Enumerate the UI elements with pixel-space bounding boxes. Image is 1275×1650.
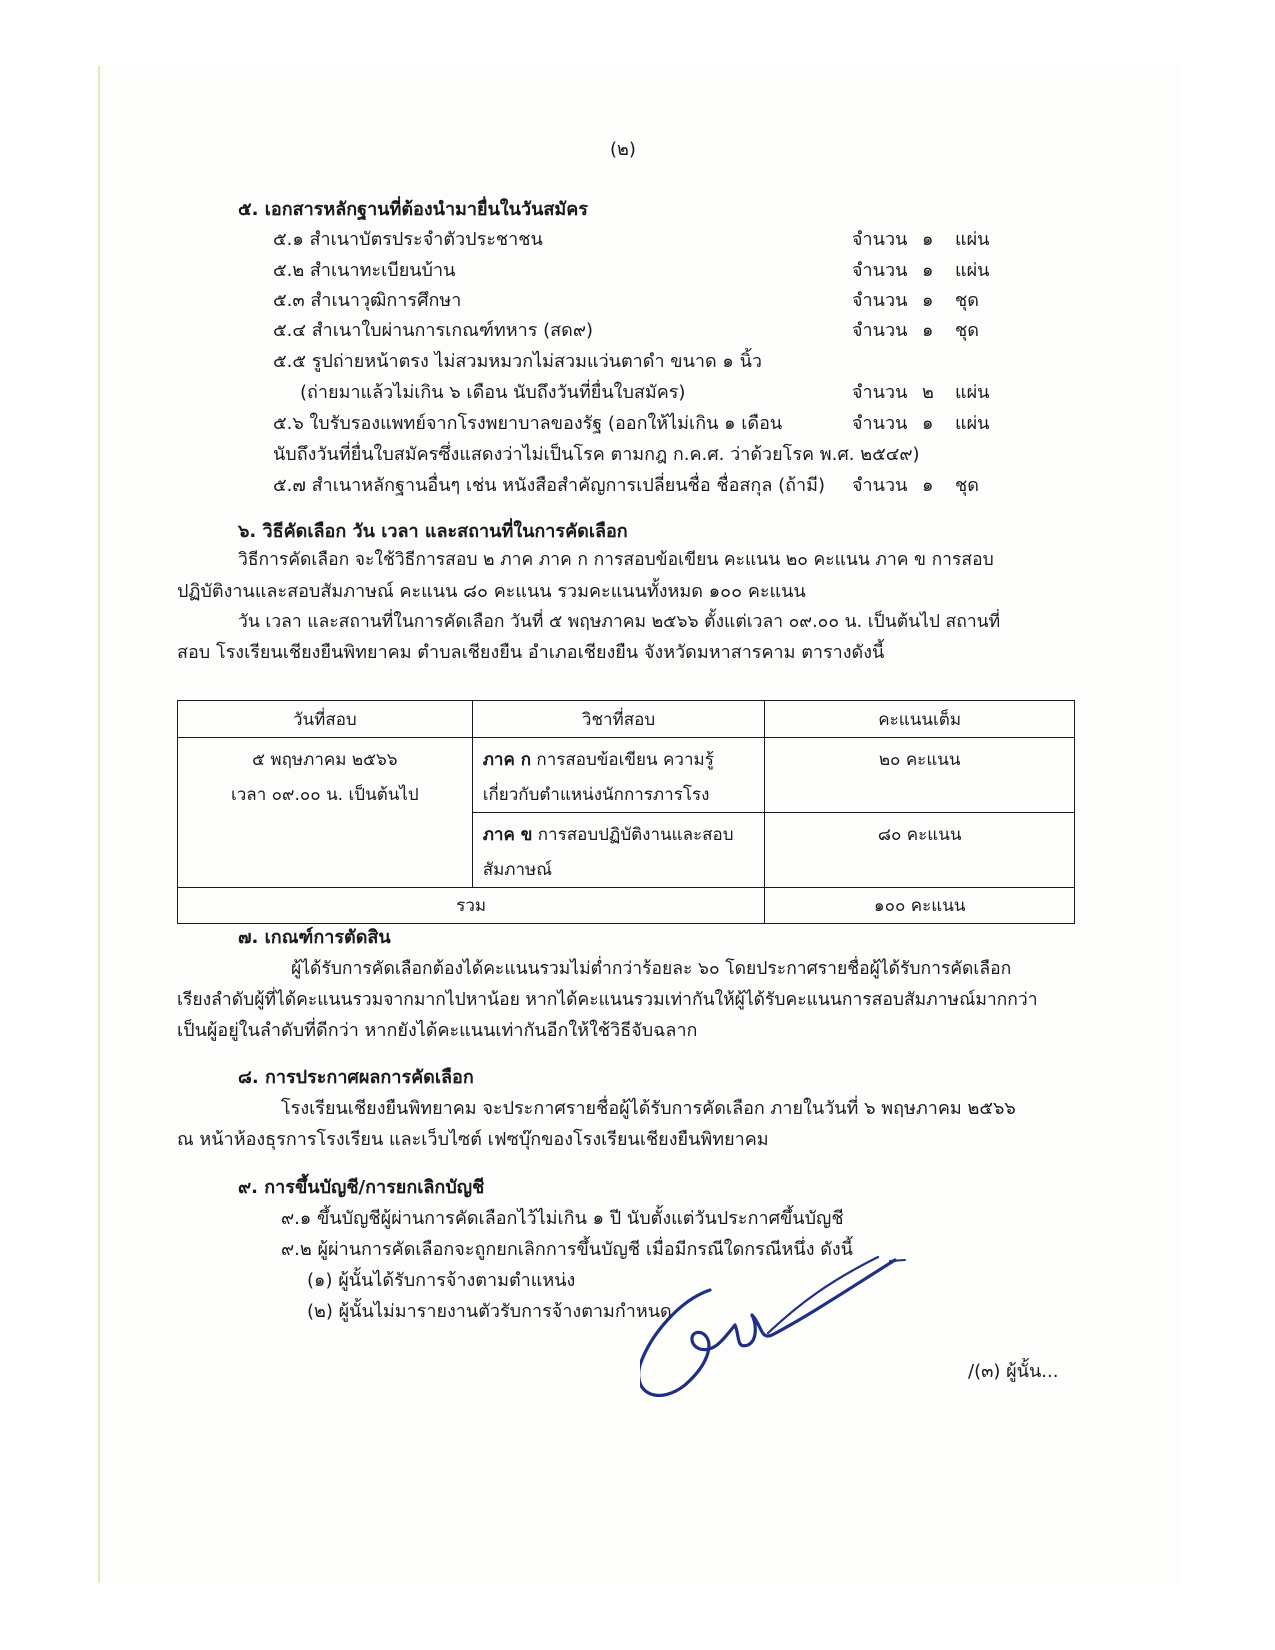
count-label: จำนวน	[852, 260, 908, 281]
section7-line1: ผู้ได้รับการคัดเลือกต้องได้คะแนนรวมไม่ต่ำกว่าร้อยละ ๖๐ โดยประกาศรายชื่อผู้ได้รับการคัดเลือก	[291, 959, 1012, 979]
exam-subject-text: การสอบปฏิบัติงานและสอบ	[532, 825, 734, 845]
section8-heading: ๘. การประกาศผลการคัดเลือก	[238, 1067, 474, 1088]
count-label: จำนวน	[852, 475, 908, 496]
doc-item-5-2: ๕.๒ สำเนาทะเบียนบ้าน	[273, 260, 456, 281]
count-value: ๒	[922, 382, 934, 403]
doc-item-5-6-note: นับถึงวันที่ยื่นใบสมัครซึ่งแสดงว่าไม่เป็นโรค ตามกฎ ก.ค.ศ. ว่าด้วยโรค พ.ศ. ๒๕๔๙)	[273, 444, 920, 465]
section9-sub2: (๒) ผู้นั้นไม่มารายงานตัวรับการจ้างตามกำหนด	[307, 1301, 672, 1322]
section9-heading: ๙. การขึ้นบัญชี/การยกเลิกบัญชี	[238, 1177, 485, 1198]
exam-part-label: ภาค ข	[482, 825, 533, 845]
count-unit: แผ่น	[955, 260, 990, 281]
table-total-row	[178, 888, 1075, 924]
section6-para1-line2: ปฏิบัติงานและสอบสัมภาษณ์ คะแนน ๘๐ คะแนน รวมคะแนนทั้งหมด ๑๐๐ คะแนน	[177, 581, 806, 602]
count-unit: แผ่น	[955, 229, 990, 250]
exam-subject-text-cont: เกี่ยวกับตำแหน่งนักการภารโรง	[482, 785, 710, 805]
count-unit: แผ่น	[955, 413, 990, 434]
exam-subject-cell	[472, 813, 765, 888]
count-value: ๑	[922, 320, 934, 341]
page-number: (๒)	[610, 139, 636, 160]
continuation-note: /(๓) ผู้นั้น...	[968, 1361, 1059, 1382]
count-label: จำนวน	[852, 229, 908, 250]
section9-item2: ๙.๒ ผู้ผ่านการคัดเลือกจะถูกยกเลิกการขึ้นบัญชี เมื่อมีกรณีใดกรณีหนึ่ง ดังนี้	[281, 1239, 853, 1260]
count-label: จำนวน	[852, 413, 908, 434]
section9-item1: ๙.๑ ขึ้นบัญชีผู้ผ่านการคัดเลือกไว้ไม่เกิน ๑ ปี นับตั้งแต่วันประกาศขึ้นบัญชี	[281, 1208, 844, 1229]
exam-part-label: ภาค ก	[482, 750, 532, 770]
table-header-subject: วิชาที่สอบ	[472, 701, 765, 738]
doc-item-5-5-note: (ถ่ายมาแล้วไม่เกิน ๖ เดือน นับถึงวันที่ยื่นใบสมัคร)	[300, 382, 686, 403]
section7-line2: เรียงลำดับผู้ที่ได้คะแนนรวมจากมากไปหาน้อย หากได้คะแนนรวมเท่ากันให้ผู้ได้รับคะแนนการสอบสัมภาษณ์มากกว่า	[177, 990, 1038, 1010]
section8-line2: ณ หน้าห้องธุรการโรงเรียน และเว็บไซต์ เฟซบุ๊กของโรงเรียนเชียงยืนพิทยาคม	[177, 1129, 769, 1150]
count-label: จำนวน	[852, 290, 908, 311]
exam-score-cell: ๘๐ คะแนน	[765, 813, 1075, 888]
section6-para1-line1: วิธีการคัดเลือก จะใช้วิธีการสอบ ๒ ภาค ภาค ก การสอบข้อเขียน คะแนน ๒๐ คะแนน ภาค ข การสอบ	[238, 550, 994, 570]
table-header-date: วันที่สอบ	[178, 701, 473, 738]
count-unit: แผ่น	[955, 382, 990, 403]
signature	[640, 1245, 910, 1415]
count-value: ๑	[922, 475, 934, 496]
total-label: รวม	[178, 888, 765, 924]
count-label: จำนวน	[852, 320, 908, 341]
count-value: ๑	[922, 229, 934, 250]
doc-item-5-5: ๕.๕ รูปถ่ายหน้าตรง ไม่สวมหมวกไม่สวมแว่นตาดำ ขนาด ๑ นิ้ว	[273, 351, 762, 372]
section6-para2-line2: สอบ โรงเรียนเชียงยืนพิทยาคม ตำบลเชียงยืน อำเภอเชียงยืน จังหวัดมหาสารคาม ตารางดังนี้	[177, 642, 885, 663]
exam-score-cell: ๒๐ คะแนน	[765, 738, 1075, 813]
doc-item-5-3: ๕.๓ สำเนาวุฒิการศึกษา	[273, 290, 462, 311]
count-value: ๑	[922, 290, 934, 311]
exam-date: ๕ พฤษภาคม ๒๕๖๖	[252, 750, 398, 770]
section9-sub1: (๑) ผู้นั้นได้รับการจ้างตามตำแหน่ง	[307, 1270, 576, 1291]
doc-item-5-7: ๕.๗ สำเนาหลักฐานอื่นๆ เช่น หนังสือสำคัญการเปลี่ยนชื่อ ชื่อสกุล (ถ้ามี)	[273, 475, 825, 496]
section7-line3: เป็นผู้อยู่ในลำดับที่ดีกว่า หากยังได้คะแนนเท่ากันอีกให้ใช้วิธีจับฉลาก	[177, 1020, 698, 1041]
section6-para2-line1: วัน เวลา และสถานที่ในการคัดเลือก วันที่ ๕ พฤษภาคม ๒๕๖๖ ตั้งแต่เวลา ๐๙.๐๐ น. เป็นต้นไป สถานที่	[238, 612, 1001, 632]
exam-time: เวลา ๐๙.๐๐ น. เป็นต้นไป	[230, 785, 419, 805]
table-header-row	[178, 701, 1075, 738]
count-value: ๑	[922, 260, 934, 281]
table-header-score: คะแนนเต็ม	[765, 701, 1075, 738]
doc-item-5-4: ๕.๔ สำเนาใบผ่านการเกณฑ์ทหาร (สด๙)	[273, 320, 594, 341]
exam-subject-text-cont: สัมภาษณ์	[482, 860, 552, 880]
count-unit: ชุด	[955, 290, 979, 311]
table-row	[178, 738, 1075, 813]
section8-line1: โรงเรียนเชียงยืนพิทยาคม จะประกาศรายชื่อผู้ได้รับการคัดเลือก ภายในวันที่ ๖ พฤษภาคม ๒๕๖๖	[281, 1098, 1016, 1119]
exam-subject-cell	[472, 738, 765, 813]
doc-item-5-6: ๕.๖ ใบรับรองแพทย์จากโรงพยาบาลของรัฐ (ออกให้ไม่เกิน ๑ เดือน	[273, 413, 783, 434]
exam-date-cell	[178, 738, 473, 888]
section6-heading: ๖. วิธีคัดเลือก วัน เวลา และสถานที่ในการคัดเลือก	[238, 521, 628, 542]
exam-subject-text: การสอบข้อเขียน ความรู้	[531, 750, 714, 770]
count-value: ๑	[922, 413, 934, 434]
doc-item-5-1: ๕.๑ สำเนาบัตรประจำตัวประชาชน	[273, 229, 543, 250]
count-label: จำนวน	[852, 382, 908, 403]
section7-heading: ๗. เกณฑ์การตัดสิน	[238, 927, 391, 948]
total-score: ๑๐๐ คะแนน	[765, 888, 1075, 924]
section5-heading: ๕. เอกสารหลักฐานที่ต้องนำมายื่นในวันสมัคร	[238, 199, 588, 220]
count-unit: ชุด	[955, 475, 979, 496]
count-unit: ชุด	[955, 320, 979, 341]
exam-schedule-table	[177, 700, 1075, 924]
